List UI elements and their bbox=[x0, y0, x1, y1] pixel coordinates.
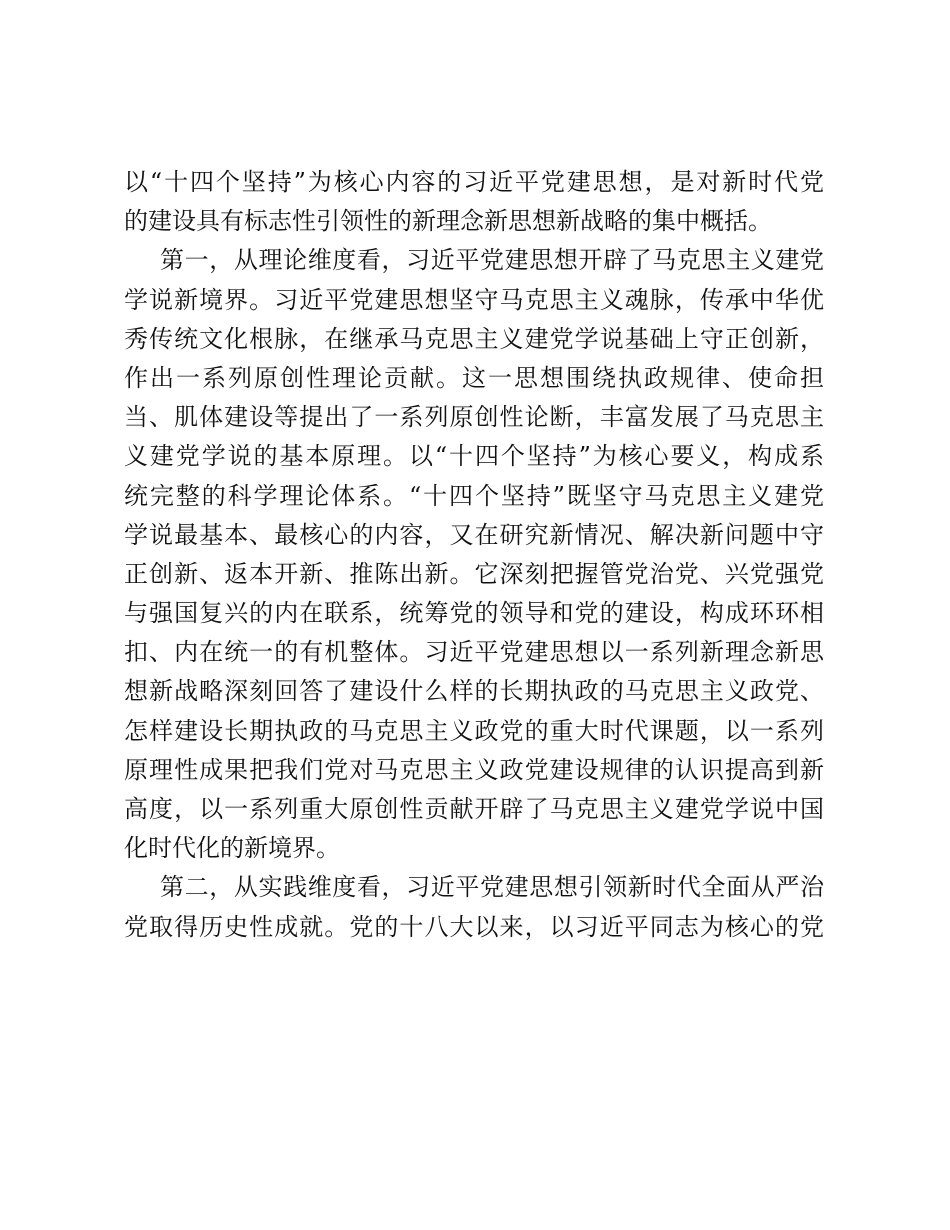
text-line: 化时代化的新境界。 bbox=[124, 834, 340, 863]
paragraph-first-line: 第二，从实践维度看，习近平党建思想引领新时代全面从严治 bbox=[160, 873, 824, 902]
text-line: 的建设具有标志性引领性的新理念新思想新战略的集中概括。 bbox=[124, 207, 772, 236]
text-line: 原理性成果把我们党对马克思主义政党建设规律的认识提高到新 bbox=[124, 755, 824, 784]
text-line: 党取得历史性成就。党的十八大以来，以习近平同志为核心的党 bbox=[124, 912, 824, 941]
text-line: 学说新境界。习近平党建思想坚守马克思主义魂脉，传承中华优 bbox=[124, 285, 824, 314]
text-line: 与强国复兴的内在联系，统筹党的领导和党的建设，构成环环相 bbox=[124, 599, 824, 628]
text-line: 作出一系列原创性理论贡献。这一思想围绕执政规律、使命担 bbox=[124, 363, 824, 392]
text-line: 统完整的科学理论体系。“十四个坚持”既坚守马克思主义建党 bbox=[124, 481, 824, 510]
text-line: 当、肌体建设等提出了一系列原创性论断，丰富发展了马克思主 bbox=[124, 403, 824, 432]
text-line: 怎样建设长期执政的马克思主义政党的重大时代课题，以一系列 bbox=[124, 716, 824, 745]
text-line: 学说最基本、最核心的内容，又在研究新情况、解决新问题中守 bbox=[124, 520, 824, 549]
text-line: 想新战略深刻回答了建设什么样的长期执政的马克思主义政党、 bbox=[124, 677, 824, 706]
body-text bbox=[124, 163, 824, 947]
text-line: 扣、内在统一的有机整体。习近平党建思想以一系列新理念新思 bbox=[124, 638, 824, 667]
text-line: 义建党学说的基本原理。以“十四个坚持”为核心要义，构成系 bbox=[124, 442, 824, 471]
paragraph-first-line: 第一，从理论维度看，习近平党建思想开辟了马克思主义建党 bbox=[160, 246, 824, 275]
text-line: 正创新、返本开新、推陈出新。它深刻把握管党治党、兴党强党 bbox=[124, 559, 824, 588]
text-line: 秀传统文化根脉，在继承马克思主义建党学说基础上守正创新， bbox=[124, 324, 824, 353]
text-line: 以“十四个坚持”为核心内容的习近平党建思想，是对新时代党 bbox=[124, 168, 824, 196]
text-line: 高度，以一系列重大原创性贡献开辟了马克思主义建党学说中国 bbox=[124, 795, 824, 823]
